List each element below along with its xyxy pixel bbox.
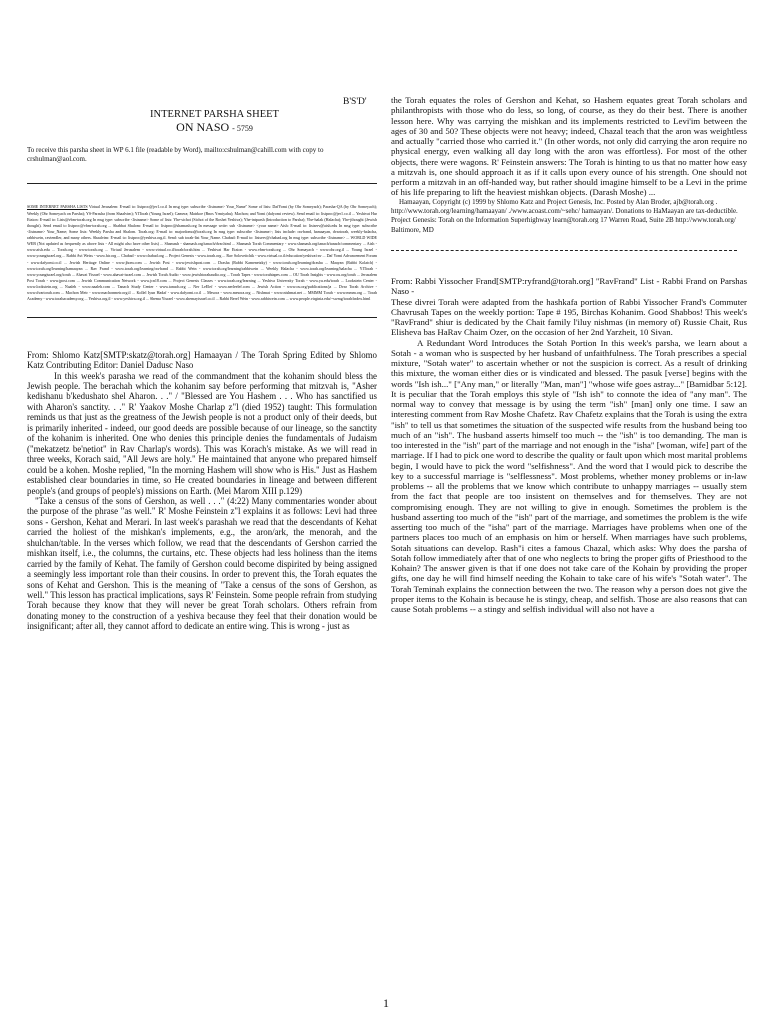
hamaayan-from: From: Shlomo Katz[SMTP:skatz@torah.org] Hamaayan / The Torah Spring Edited by Shlomo Katz Contributing Editor: Daniel Dadusc Naso (27, 349, 377, 371)
subscribe-note: To receive this parsha sheet in WP 6.1 file (readable by Word), mailto:cshulman@cahill.com with copy to crshulman@aol.com. (27, 145, 324, 163)
hamaayan-paragraph-2: "Take a census of the sons of Gershon, as well . . ." (4:22) Many commentaries wonder about the purpose of the phrase "as well." R' Moshe Feinstein z"l explains it as follows: Levi had three sons - Gershon, Kehat and Merari. In last week's parashah we read that the descendants of Kehat carried the holiest of the mishkan's implements, e.g., the aron/ark, the menorah, and the shulchan/table. In the verses which follow, we read that the descendants of Gershon carried the mishkan itself, i.e., the columns, the curtains, etc. These objects had less holiness than the items carried by the family of Kehat. The family of Gershon could become dispirited by being assigned a seemingly less important role than their cousins. In order to prevent this, the Torah equates the sons of Kehat and Gershon. This is the meaning of "Take a census of the sons of Gershon, as well." This lesson has practical implications, says R' Feinstein. Some people refrain from studying Torah because they know that they will never be great Torah scholars. Others refrain from donating money to the construction of a yeshiva because they feel that their donation would be insignificant; after all, they cannot afford to dedicate an entire wing. This is wrong - just as (27, 495, 377, 632)
divider (27, 183, 377, 184)
right-column (391, 95, 747, 614)
page-number: 1 (383, 996, 389, 1010)
sheet-title: INTERNET PARSHA SHEET (150, 109, 279, 120)
hamaayan-continued: the Torah equates the roles of Gershon and Kehat, so Hashem equates great Torah scholars and philanthropists with those who do less, so long, of course, as they do their best. There is another lesson here. Why was carrying the mishkan and its implements restricted to Levi'im between the ages of 30 and 50? These objects were not heavy; indeed, Chazal teach that the aron was weightless and actually "carried those who carried it." (In other words, not only did carrying the aron require no physical energy, even walking all day long with the aron was effortless). For most of the other objects, there were wagons. R' Feinstein answers: The Torah is hinting to us that no matter how easy a mitzvah is, one should approach it as if it calls upon every ounce of his strength. One should not perform a mitzvah in an off-handed way, but rather should imagine himself to be a Levi in the prime of his life preparing to lift the heaviest mishkan objects. (Darash Moshe) ... (391, 95, 747, 198)
sheet-subtitle (52, 121, 377, 135)
ravfrand-intro: These divrei Torah were adapted from the hashkafa portion of Rabbi Yissocher Frand's Commuter Chavrusah Tapes on the weekly portion: Tape # 195, Birchas Kohanim. Good Shabbos! This week's "RavFrand" shiur is dedicated by the Chait family l'iluy nishmas (in memory of) Russie Chait, Rus Elisheva bas HaRav Chaim Ozer, on the occasion of her 2nd Yarzheit, 10 Sivan. (391, 296, 747, 338)
internet-lists (27, 204, 377, 302)
hamaayan-credit: Hamaayan, Copyright (c) 1999 by Shlomo Katz and Project Genesis, Inc. Posted by Alan Broder, ajb@torah.org . http://www.torah.org/learning/hamaayan/ ./www.acoast.com/~sehc/ hamaayan/. Donations to HaMaayan are tax-deductible. Project Genesis: Torah on the Information Superhighway learn@torah.org 17 Warren Road, Suite 2B http://www.torah.org/ Baltimore, MD (391, 197, 738, 234)
left-column (27, 95, 377, 632)
internet-lists-text: Virtual Jerusalem: E-mail to: listproc@jer1.co.il In msg type: subscribe <listname> Your_Name" Some of lists: DafYomi (by Ohr Someyach); Parasha-QA (by Ohr Someyach); Weekly (Ohr Someyach on Parsha); YS-Parasha (from Shaalvim); YITorah (Young Israel); Camera; Matrkoe (Bnos Yrmiyahu); Machon; and Yomi (dafyomi review). Send email to: listproc@jer1.co.il ... Yeshivat Har Etzion: E-mail to: Lists@vbm-torah.org In msg type: subscribe <listname> Some of lists: Yhe-sichot (Sichot of the Roshei Yeshiva); Yhe-intparsh (Introduction to Parsha); Yhe-halak (Halacha); Yhe-jthought (Jewish thought). Send email to listproc@vbm-torah.org ... Shabbat Shalom: E-mail to: listproc@shamash.org In message write: sub <listname> <your name> Aish: E-mail to: listserv@aish.edu In msg type: subscribe <listname> Your_Name; Some lists: Weekly Parsha and Shalom. Torah.org: E-mail to: majordomo@torah.org In msg type: subscribe <listname>; lists include: ravfrand, hamaayan, dvartorah, weekly-halacha, rabbiwein, ravtendler, and many others. Shaalvim: E-mail to: listproc@yeshiva.org.il. Send: sub torah-list Your_Name. Chabad: E-mail to: listserv@chabad.org In msg type: subscribe <listname> ... WORLD WIDE WEB (Not updated as frequently as above lists - All might also have other lists) ... Shamash - shamash.org/tanach/dvar.html ... Shamash Torah Commentary - www.shamash.org/tanach/tanach/commentary ... Aish - www.aish.edu ... Torah.org - www.torah.org ... Virtual Jerusalem - www.virtual.co.il/torah/torah.htm ... Yeshivat Har Etzion - www.vbm-torah.org ... Ohr Somayach - www.ohr.org.il ... Young Israel - www.youngisrael.org ... Rabbi Avi Weiss - www.hir.org ... Chabad - www.chabad.org ... Project Genesis - www.torah.org ... Rav Soloveitchik - www.virtual.co.il/education/yeshiva/rav ... Daf Yomi Advancement Forum - www.dafyomi.co.il ... Jewish Heritage Online - www.jhom.com ... Jewish Post - www.jewishpost.com ... Drasha (Rabbi Kamenetzky) - www.torah.org/learning/drasha ... Maayan (Rabbi Kolatch) - www.torah.org/learning/hamaayan ... Rav Frand - www.torah.org/learning/ravfrand ... Rabbi Wein - www.torah.org/learning/rabbiwein ... Weekly Halacha - www.torah.org/learning/halacha ... YITorah - www.youngisrael.org/torah ... Ahavat Yisrael - www.ahavat-israel.com ... Jewish Torah Audio - www.jewishtorahaudio.org ... Torah Tapes - www.torahtapes.com ... OU Torah Insights - www.ou.org/torah ... Jerusalem Post Torah - www.jpost.com ... Jewish Communication Network - www.jcn18.com ... Project Genesis Classes - www.torah.org/learning ... Yeshiva University Torah - www.yu.edu/torah ... Lookstein Center - www.lookstein.org ... Naaleh - www.naaleh.com ... Tanach Study Center - www.tanach.org ... Ner LeElef - www.nerleelef.com ... Jewish Action - www.ou.org/publications/ja ... Dvar Torah Archive - www.dvartorah.com ... Machon Meir - www.machonmeir.org.il ... Kollel Iyun Hadaf - www.dafyomi.co.il ... Mesora - www.mesora.org ... Nishmat - www.nishmat.net ... MMMM Torah - www.mmm.org ... Torah Academy - www.torahacademy.org ... Yeshiva.org.il - www.yeshiva.org.il ... Shema Yisrael - www.shemayisrael.co.il ... Rabbi Berel Wein - www.rabbiwein.com ... www.people.virginia.edu/~swmg/torah/index.html (27, 204, 377, 302)
divider (391, 250, 737, 251)
ravfrand-sotah: A Redundant Word Introduces the Sotah Portion In this week's parsha, we learn about a Sotah - a woman who is suspected by her husband of unfaithfulness. The Torah prescribes a special mixture, "Sotah water" to ascertain whether or not the suspicion is correct. As a result of drinking this mixture, the woman either dies or is vindicated and blessed. The pasuk [verse] begins with the words "Ish ish..." ["Any man," or literally "Man, man"] "whose wife goes astray..." [Bamidbar 5:12]. It is peculiar that the Torah employs this style of "Ish ish" to connote the idea of "any man". The normal way to convey that message is by using the term "ish" [man] only one time. I saw an interesting comment from Rav Moshe Chafetz. Rav Chafetz explains that the Torah is using the extra "ish" to tell us that sometimes the situation of the suspected wife results from the husband being too much of an "ish". The husband asserts himself too much -- the "ish" is too demanding. The man is too interested in the "ish" part of the marriage and not enough in the "isha" [woman, wife] part of the marriage. If I had to pick one word to describe the quality or fault upon which most marital problems begin, I would have to pick the word "selfishness". And the word that I would pick to describe the key to a successful marriage is "selflessness". Most problems, whether money problems or in-law problems -- all the problems that we know which contribute to unhappy marriages -- usually stem from the fact that people are too insistent on themselves and for themselves. They are not compromising enough. They are not willing to give in enough. Sometimes the problem is the husband asserting too much of the "ish" part of the marriage, and sometimes the problem is the wife asserting too much of the "isha" part of the marriage. Marriages have problems when one of the partners places too much of an emphasis on him or herself. When marriages have such problems, Sotah situations can develop. Rash"i cites a famous Chazal, which asks: Why does the parsha of Sotah follow immediately after that of one who neglects to bring the proper gifts of Priesthood to the Kohain? The answer given is that if one does not take care of the Kohain by providing the proper gifts, one day he will find himself needing the Kohain to take care of his wife's "Sotah water". The Torah Teminah explains the connection between the two. The reason why a person does not give the proper items to the Kohain is because he is stingy, cheap, and selfish. Those are also reasons that can cause Sotah problems -- a stingy and selfish individual will also not have a (391, 337, 747, 614)
hamaayan-paragraph-1: In this week's parasha we read of the commandment that the kohanim should bless the Jewish people. The berachah which the kohanim say before performing that mitzvah is, "Asher kedishanu b'kedushato shel Aharon. . ." / "Blessed are You Hashem . . . Who has sanctified us with Aharon's sanctity. . ." R' Yaakov Moshe Charlap z"l (died 1952) taught: This formulation reminds us that just as the greatness of the Jewish people is not a product only of their deeds, but is primarily inherited - indeed, our good deeds are possible because of our lineage, so the sanctity of the kohanim is inherited. One who denies this principle denies the fundamentals of Judaism ("mekatzetz be'netiot" in Rav Charlap's words). This was Korach's mistake. As we will read in three weeks, Korach said, "All Jews are holy." He maintained that anyone who prepared himself could be a kohen. Moshe replied, "In the morning Hashem will show who is His." Just as Hashem established clear boundaries in time, so He created boundaries in lineage and between different people's (and groups of people's) missions on Earth. (Mei Marom XIII p.129) (27, 370, 377, 496)
internet-lists-heading: SOME INTERNET PARSHA LISTS (27, 204, 88, 210)
bsd-mark: B'S'D' (343, 97, 367, 107)
ravfrand-from: From: Rabbi Yissocher Frand[SMTP:ryfrand@torah.org] "RavFrand" List - Rabbi Frand on Parshas Naso - (391, 276, 747, 297)
divider (27, 317, 377, 318)
year: - 5759 (232, 124, 253, 134)
parsha-name: ON NASO (176, 120, 230, 135)
